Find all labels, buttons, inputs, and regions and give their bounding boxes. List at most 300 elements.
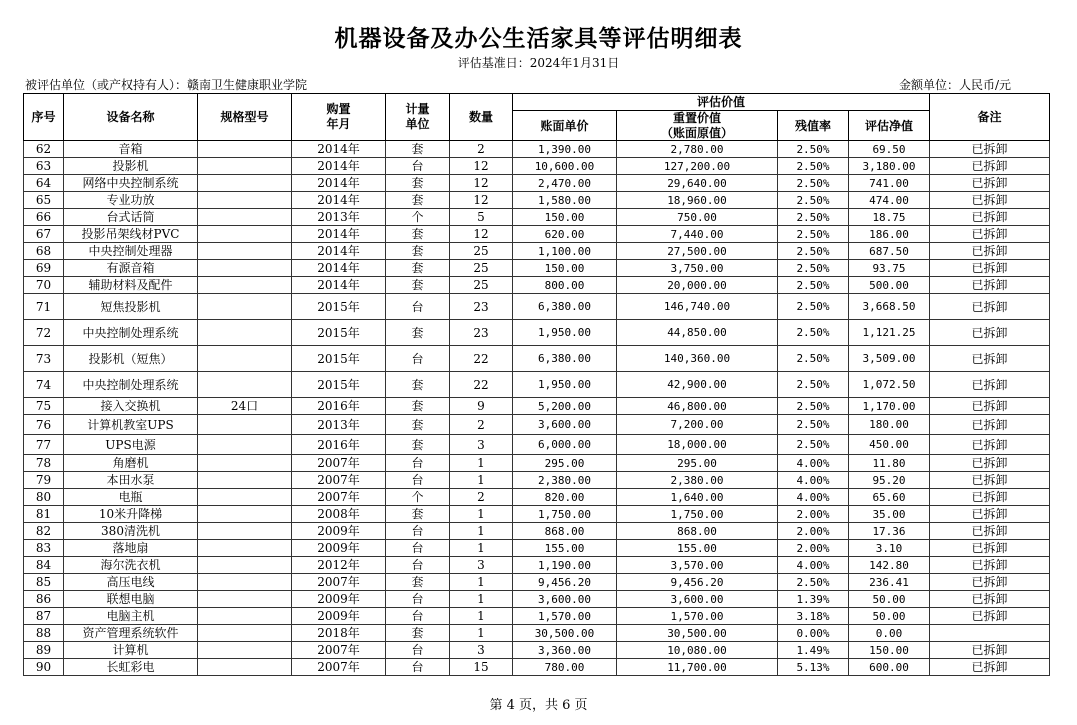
cell-name: 投影吊架线材PVC xyxy=(64,226,198,243)
cell-replace-value: 20,000.00 xyxy=(617,277,778,294)
cell-model xyxy=(198,209,292,226)
cell-net-value: 17.36 xyxy=(849,523,930,540)
cell-name: 中央控制处理系统 xyxy=(64,372,198,398)
cell-book-price: 9,456.20 xyxy=(513,574,617,591)
cell-date: 2015年 xyxy=(292,346,386,372)
cell-book-price: 6,000.00 xyxy=(513,435,617,455)
table-row xyxy=(24,608,1050,625)
cell-unit: 台 xyxy=(386,294,450,320)
cell-model xyxy=(198,659,292,676)
cell-replace-value: 146,740.00 xyxy=(617,294,778,320)
cell-seq: 74 xyxy=(24,372,64,398)
cell-date: 2014年 xyxy=(292,260,386,277)
cell-unit: 套 xyxy=(386,243,450,260)
cell-date: 2009年 xyxy=(292,591,386,608)
cell-seq: 87 xyxy=(24,608,64,625)
header-purchase: 购置 年月 xyxy=(292,94,386,141)
table-row xyxy=(24,591,1050,608)
cell-residual-rate: 2.50% xyxy=(778,192,849,209)
cell-net-value: 474.00 xyxy=(849,192,930,209)
cell-net-value: 93.75 xyxy=(849,260,930,277)
table-row xyxy=(24,141,1050,158)
cell-net-value: 3.10 xyxy=(849,540,930,557)
cell-remark: 已拆卸 xyxy=(930,472,1050,489)
cell-residual-rate: 2.50% xyxy=(778,260,849,277)
cell-date: 2016年 xyxy=(292,398,386,415)
cell-residual-rate: 2.50% xyxy=(778,158,849,175)
cell-book-price: 820.00 xyxy=(513,489,617,506)
cell-model xyxy=(198,294,292,320)
cell-residual-rate: 1.49% xyxy=(778,642,849,659)
cell-date: 2007年 xyxy=(292,574,386,591)
cell-book-price: 2,470.00 xyxy=(513,175,617,192)
cell-residual-rate: 2.50% xyxy=(778,346,849,372)
cell-seq: 79 xyxy=(24,472,64,489)
cell-name: 网络中央控制系统 xyxy=(64,175,198,192)
cell-remark: 已拆卸 xyxy=(930,372,1050,398)
cell-net-value: 95.20 xyxy=(849,472,930,489)
cell-net-value: 180.00 xyxy=(849,415,930,435)
cell-name: 角磨机 xyxy=(64,455,198,472)
cell-replace-value: 3,600.00 xyxy=(617,591,778,608)
header-model: 规格型号 xyxy=(198,94,292,141)
cell-qty: 25 xyxy=(450,243,513,260)
cell-qty: 23 xyxy=(450,294,513,320)
cell-qty: 1 xyxy=(450,591,513,608)
cell-date: 2015年 xyxy=(292,294,386,320)
cell-unit: 套 xyxy=(386,415,450,435)
cell-residual-rate: 2.50% xyxy=(778,209,849,226)
cell-date: 2014年 xyxy=(292,226,386,243)
cell-name: 投影机 xyxy=(64,158,198,175)
cell-remark: 已拆卸 xyxy=(930,192,1050,209)
cell-qty: 1 xyxy=(450,625,513,642)
cell-date: 2015年 xyxy=(292,372,386,398)
cell-model xyxy=(198,489,292,506)
cell-model xyxy=(198,557,292,574)
table-row xyxy=(24,557,1050,574)
cell-replace-value: 18,000.00 xyxy=(617,435,778,455)
table-row xyxy=(24,398,1050,415)
cell-model xyxy=(198,372,292,398)
cell-seq: 78 xyxy=(24,455,64,472)
table-row xyxy=(24,489,1050,506)
cell-net-value: 741.00 xyxy=(849,175,930,192)
table-row xyxy=(24,435,1050,455)
cell-book-price: 2,380.00 xyxy=(513,472,617,489)
cell-seq: 76 xyxy=(24,415,64,435)
cell-date: 2012年 xyxy=(292,557,386,574)
table-row xyxy=(24,625,1050,642)
table-row xyxy=(24,472,1050,489)
cell-book-price: 1,950.00 xyxy=(513,372,617,398)
table-row xyxy=(24,455,1050,472)
cell-date: 2009年 xyxy=(292,608,386,625)
cell-qty: 1 xyxy=(450,523,513,540)
cell-replace-value: 42,900.00 xyxy=(617,372,778,398)
table-row xyxy=(24,226,1050,243)
cell-residual-rate: 0.00% xyxy=(778,625,849,642)
cell-unit: 台 xyxy=(386,591,450,608)
cell-remark: 已拆卸 xyxy=(930,591,1050,608)
cell-qty: 15 xyxy=(450,659,513,676)
cell-model xyxy=(198,574,292,591)
cell-model xyxy=(198,608,292,625)
cell-remark: 已拆卸 xyxy=(930,346,1050,372)
header-remark: 备注 xyxy=(930,94,1050,141)
cell-book-price: 780.00 xyxy=(513,659,617,676)
cell-seq: 86 xyxy=(24,591,64,608)
cell-replace-value: 127,200.00 xyxy=(617,158,778,175)
cell-qty: 2 xyxy=(450,489,513,506)
cell-unit: 台 xyxy=(386,455,450,472)
header-book-price: 账面单价 xyxy=(513,111,617,141)
cell-unit: 台 xyxy=(386,659,450,676)
cell-unit: 台 xyxy=(386,158,450,175)
cell-residual-rate: 2.50% xyxy=(778,415,849,435)
cell-replace-value: 1,750.00 xyxy=(617,506,778,523)
cell-residual-rate: 2.00% xyxy=(778,506,849,523)
cell-residual-rate: 2.50% xyxy=(778,320,849,346)
cell-unit: 套 xyxy=(386,226,450,243)
table-row xyxy=(24,574,1050,591)
cell-unit: 套 xyxy=(386,398,450,415)
cell-book-price: 155.00 xyxy=(513,540,617,557)
cell-residual-rate: 2.50% xyxy=(778,141,849,158)
cell-net-value: 600.00 xyxy=(849,659,930,676)
cell-name: 短焦投影机 xyxy=(64,294,198,320)
cell-seq: 85 xyxy=(24,574,64,591)
cell-name: 投影机（短焦） xyxy=(64,346,198,372)
cell-net-value: 3,668.50 xyxy=(849,294,930,320)
page-footer: 第 4 页，共 6 页 xyxy=(489,698,588,713)
cell-qty: 1 xyxy=(450,540,513,557)
cell-replace-value: 140,360.00 xyxy=(617,346,778,372)
cell-date: 2007年 xyxy=(292,642,386,659)
cell-unit: 套 xyxy=(386,320,450,346)
cell-seq: 82 xyxy=(24,523,64,540)
cell-seq: 90 xyxy=(24,659,64,676)
table-row xyxy=(24,260,1050,277)
cell-book-price: 5,200.00 xyxy=(513,398,617,415)
cell-remark xyxy=(930,625,1050,642)
cell-net-value: 186.00 xyxy=(849,226,930,243)
cell-model xyxy=(198,435,292,455)
header-residual-rate: 残值率 xyxy=(778,111,849,141)
cell-unit: 台 xyxy=(386,472,450,489)
cell-seq: 71 xyxy=(24,294,64,320)
cell-remark: 已拆卸 xyxy=(930,415,1050,435)
cell-seq: 66 xyxy=(24,209,64,226)
entity-label: 被评估单位（或产权持有人）：赣南卫生健康职业学院 xyxy=(25,78,308,92)
cell-name: 辅助材料及配件 xyxy=(64,277,198,294)
cell-book-price: 3,360.00 xyxy=(513,642,617,659)
cell-residual-rate: 5.13% xyxy=(778,659,849,676)
cell-name: 10米升降梯 xyxy=(64,506,198,523)
cell-seq: 77 xyxy=(24,435,64,455)
cell-date: 2014年 xyxy=(292,175,386,192)
cell-model xyxy=(198,226,292,243)
table-row xyxy=(24,346,1050,372)
cell-residual-rate: 4.00% xyxy=(778,489,849,506)
cell-unit: 套 xyxy=(386,372,450,398)
cell-model xyxy=(198,141,292,158)
cell-replace-value: 27,500.00 xyxy=(617,243,778,260)
cell-date: 2007年 xyxy=(292,472,386,489)
cell-residual-rate: 4.00% xyxy=(778,557,849,574)
cell-replace-value: 7,200.00 xyxy=(617,415,778,435)
cell-remark: 已拆卸 xyxy=(930,260,1050,277)
cell-unit: 套 xyxy=(386,435,450,455)
cell-date: 2014年 xyxy=(292,192,386,209)
cell-name: 接入交换机 xyxy=(64,398,198,415)
cell-name: 海尔洗衣机 xyxy=(64,557,198,574)
cell-residual-rate: 2.50% xyxy=(778,175,849,192)
cell-unit: 台 xyxy=(386,608,450,625)
cell-replace-value: 750.00 xyxy=(617,209,778,226)
cell-model: 24口 xyxy=(198,398,292,415)
cell-net-value: 3,180.00 xyxy=(849,158,930,175)
cell-date: 2013年 xyxy=(292,415,386,435)
cell-remark: 已拆卸 xyxy=(930,574,1050,591)
cell-date: 2013年 xyxy=(292,209,386,226)
cell-model xyxy=(198,320,292,346)
cell-remark: 已拆卸 xyxy=(930,642,1050,659)
cell-qty: 3 xyxy=(450,435,513,455)
cell-residual-rate: 4.00% xyxy=(778,455,849,472)
cell-net-value: 11.80 xyxy=(849,455,930,472)
cell-model xyxy=(198,192,292,209)
cell-residual-rate: 3.18% xyxy=(778,608,849,625)
cell-remark: 已拆卸 xyxy=(930,659,1050,676)
cell-unit: 套 xyxy=(386,625,450,642)
cell-model xyxy=(198,175,292,192)
cell-residual-rate: 2.00% xyxy=(778,523,849,540)
cell-net-value: 1,170.00 xyxy=(849,398,930,415)
cell-unit: 套 xyxy=(386,175,450,192)
table-row xyxy=(24,277,1050,294)
table-row xyxy=(24,192,1050,209)
cell-remark: 已拆卸 xyxy=(930,294,1050,320)
cell-replace-value: 10,080.00 xyxy=(617,642,778,659)
cell-seq: 65 xyxy=(24,192,64,209)
cell-net-value: 50.00 xyxy=(849,608,930,625)
cell-qty: 3 xyxy=(450,642,513,659)
cell-date: 2015年 xyxy=(292,320,386,346)
cell-qty: 5 xyxy=(450,209,513,226)
cell-qty: 25 xyxy=(450,260,513,277)
cell-model xyxy=(198,158,292,175)
cell-date: 2014年 xyxy=(292,141,386,158)
table-row xyxy=(24,158,1050,175)
cell-unit: 台 xyxy=(386,642,450,659)
cell-date: 2007年 xyxy=(292,659,386,676)
cell-seq: 88 xyxy=(24,625,64,642)
cell-net-value: 65.60 xyxy=(849,489,930,506)
header-unit: 计量 单位 xyxy=(386,94,450,141)
cell-seq: 62 xyxy=(24,141,64,158)
cell-qty: 3 xyxy=(450,557,513,574)
cell-unit: 台 xyxy=(386,557,450,574)
cell-replace-value: 3,570.00 xyxy=(617,557,778,574)
table-row xyxy=(24,642,1050,659)
cell-date: 2008年 xyxy=(292,506,386,523)
cell-seq: 83 xyxy=(24,540,64,557)
cell-model xyxy=(198,260,292,277)
cell-remark: 已拆卸 xyxy=(930,489,1050,506)
cell-model xyxy=(198,243,292,260)
cell-book-price: 1,390.00 xyxy=(513,141,617,158)
cell-net-value: 450.00 xyxy=(849,435,930,455)
cell-net-value: 1,121.25 xyxy=(849,320,930,346)
cell-book-price: 150.00 xyxy=(513,209,617,226)
cell-name: 中央控制处理系统 xyxy=(64,320,198,346)
cell-residual-rate: 2.50% xyxy=(778,574,849,591)
cell-book-price: 10,600.00 xyxy=(513,158,617,175)
header-qty: 数量 xyxy=(450,94,513,141)
cell-qty: 2 xyxy=(450,415,513,435)
base-date: 评估基准日：2024年1月31日 xyxy=(457,56,620,70)
cell-net-value: 3,509.00 xyxy=(849,346,930,372)
cell-book-price: 6,380.00 xyxy=(513,346,617,372)
cell-replace-value: 29,640.00 xyxy=(617,175,778,192)
cell-residual-rate: 2.50% xyxy=(778,398,849,415)
cell-book-price: 800.00 xyxy=(513,277,617,294)
cell-qty: 1 xyxy=(450,472,513,489)
cell-book-price: 295.00 xyxy=(513,455,617,472)
cell-book-price: 1,190.00 xyxy=(513,557,617,574)
cell-seq: 72 xyxy=(24,320,64,346)
cell-replace-value: 18,960.00 xyxy=(617,192,778,209)
cell-seq: 73 xyxy=(24,346,64,372)
page-title: 机器设备及办公生活家具等评估明细表 xyxy=(334,26,743,52)
cell-name: 有源音箱 xyxy=(64,260,198,277)
cell-book-price: 868.00 xyxy=(513,523,617,540)
cell-replace-value: 155.00 xyxy=(617,540,778,557)
cell-residual-rate: 2.50% xyxy=(778,435,849,455)
cell-book-price: 150.00 xyxy=(513,260,617,277)
cell-net-value: 50.00 xyxy=(849,591,930,608)
cell-replace-value: 44,850.00 xyxy=(617,320,778,346)
cell-name: 专业功放 xyxy=(64,192,198,209)
cell-book-price: 30,500.00 xyxy=(513,625,617,642)
cell-replace-value: 30,500.00 xyxy=(617,625,778,642)
cell-unit: 台 xyxy=(386,523,450,540)
cell-seq: 64 xyxy=(24,175,64,192)
cell-replace-value: 2,380.00 xyxy=(617,472,778,489)
cell-name: 长虹彩电 xyxy=(64,659,198,676)
cell-name: 计算机教室UPS xyxy=(64,415,198,435)
cell-qty: 2 xyxy=(450,141,513,158)
cell-date: 2018年 xyxy=(292,625,386,642)
cell-net-value: 500.00 xyxy=(849,277,930,294)
cell-model xyxy=(198,346,292,372)
cell-residual-rate: 2.50% xyxy=(778,226,849,243)
cell-name: 本田水泵 xyxy=(64,472,198,489)
cell-seq: 89 xyxy=(24,642,64,659)
cell-book-price: 1,100.00 xyxy=(513,243,617,260)
cell-seq: 84 xyxy=(24,557,64,574)
cell-remark: 已拆卸 xyxy=(930,523,1050,540)
cell-unit: 个 xyxy=(386,209,450,226)
cell-book-price: 1,580.00 xyxy=(513,192,617,209)
cell-replace-value: 9,456.20 xyxy=(617,574,778,591)
cell-replace-value: 295.00 xyxy=(617,455,778,472)
cell-residual-rate: 2.50% xyxy=(778,277,849,294)
cell-seq: 75 xyxy=(24,398,64,415)
table-row xyxy=(24,294,1050,320)
cell-unit: 台 xyxy=(386,540,450,557)
cell-model xyxy=(198,540,292,557)
cell-remark: 已拆卸 xyxy=(930,277,1050,294)
cell-qty: 1 xyxy=(450,455,513,472)
table-row xyxy=(24,506,1050,523)
cell-seq: 68 xyxy=(24,243,64,260)
header-seq: 序号 xyxy=(24,94,64,141)
cell-name: 电瓶 xyxy=(64,489,198,506)
header-net-value: 评估净值 xyxy=(849,111,930,141)
cell-name: UPS电源 xyxy=(64,435,198,455)
cell-model xyxy=(198,523,292,540)
cell-name: 计算机 xyxy=(64,642,198,659)
cell-net-value: 687.50 xyxy=(849,243,930,260)
cell-book-price: 620.00 xyxy=(513,226,617,243)
cell-remark: 已拆卸 xyxy=(930,243,1050,260)
cell-name: 中央控制处理器 xyxy=(64,243,198,260)
cell-seq: 70 xyxy=(24,277,64,294)
cell-remark: 已拆卸 xyxy=(930,226,1050,243)
cell-qty: 25 xyxy=(450,277,513,294)
cell-net-value: 142.80 xyxy=(849,557,930,574)
cell-residual-rate: 4.00% xyxy=(778,472,849,489)
cell-remark: 已拆卸 xyxy=(930,540,1050,557)
cell-residual-rate: 1.39% xyxy=(778,591,849,608)
table-row xyxy=(24,540,1050,557)
cell-remark: 已拆卸 xyxy=(930,398,1050,415)
header-eval-group: 评估价值 xyxy=(513,94,930,111)
table-row xyxy=(24,372,1050,398)
cell-model xyxy=(198,506,292,523)
cell-unit: 套 xyxy=(386,506,450,523)
cell-unit: 套 xyxy=(386,141,450,158)
table-row xyxy=(24,175,1050,192)
cell-residual-rate: 2.50% xyxy=(778,243,849,260)
cell-book-price: 1,750.00 xyxy=(513,506,617,523)
cell-name: 380清洗机 xyxy=(64,523,198,540)
cell-residual-rate: 2.50% xyxy=(778,372,849,398)
cell-seq: 81 xyxy=(24,506,64,523)
cell-remark: 已拆卸 xyxy=(930,608,1050,625)
header-replace-value: 重置价值 （账面原值） xyxy=(617,111,778,141)
cell-date: 2014年 xyxy=(292,243,386,260)
table-row xyxy=(24,320,1050,346)
cell-unit: 个 xyxy=(386,489,450,506)
cell-qty: 12 xyxy=(450,192,513,209)
header-name: 设备名称 xyxy=(64,94,198,141)
cell-model xyxy=(198,277,292,294)
cell-seq: 69 xyxy=(24,260,64,277)
cell-model xyxy=(198,415,292,435)
cell-remark: 已拆卸 xyxy=(930,320,1050,346)
cell-remark: 已拆卸 xyxy=(930,141,1050,158)
cell-remark: 已拆卸 xyxy=(930,455,1050,472)
cell-model xyxy=(198,625,292,642)
cell-net-value: 69.50 xyxy=(849,141,930,158)
cell-net-value: 236.41 xyxy=(849,574,930,591)
cell-replace-value: 1,570.00 xyxy=(617,608,778,625)
cell-qty: 1 xyxy=(450,506,513,523)
cell-qty: 12 xyxy=(450,158,513,175)
